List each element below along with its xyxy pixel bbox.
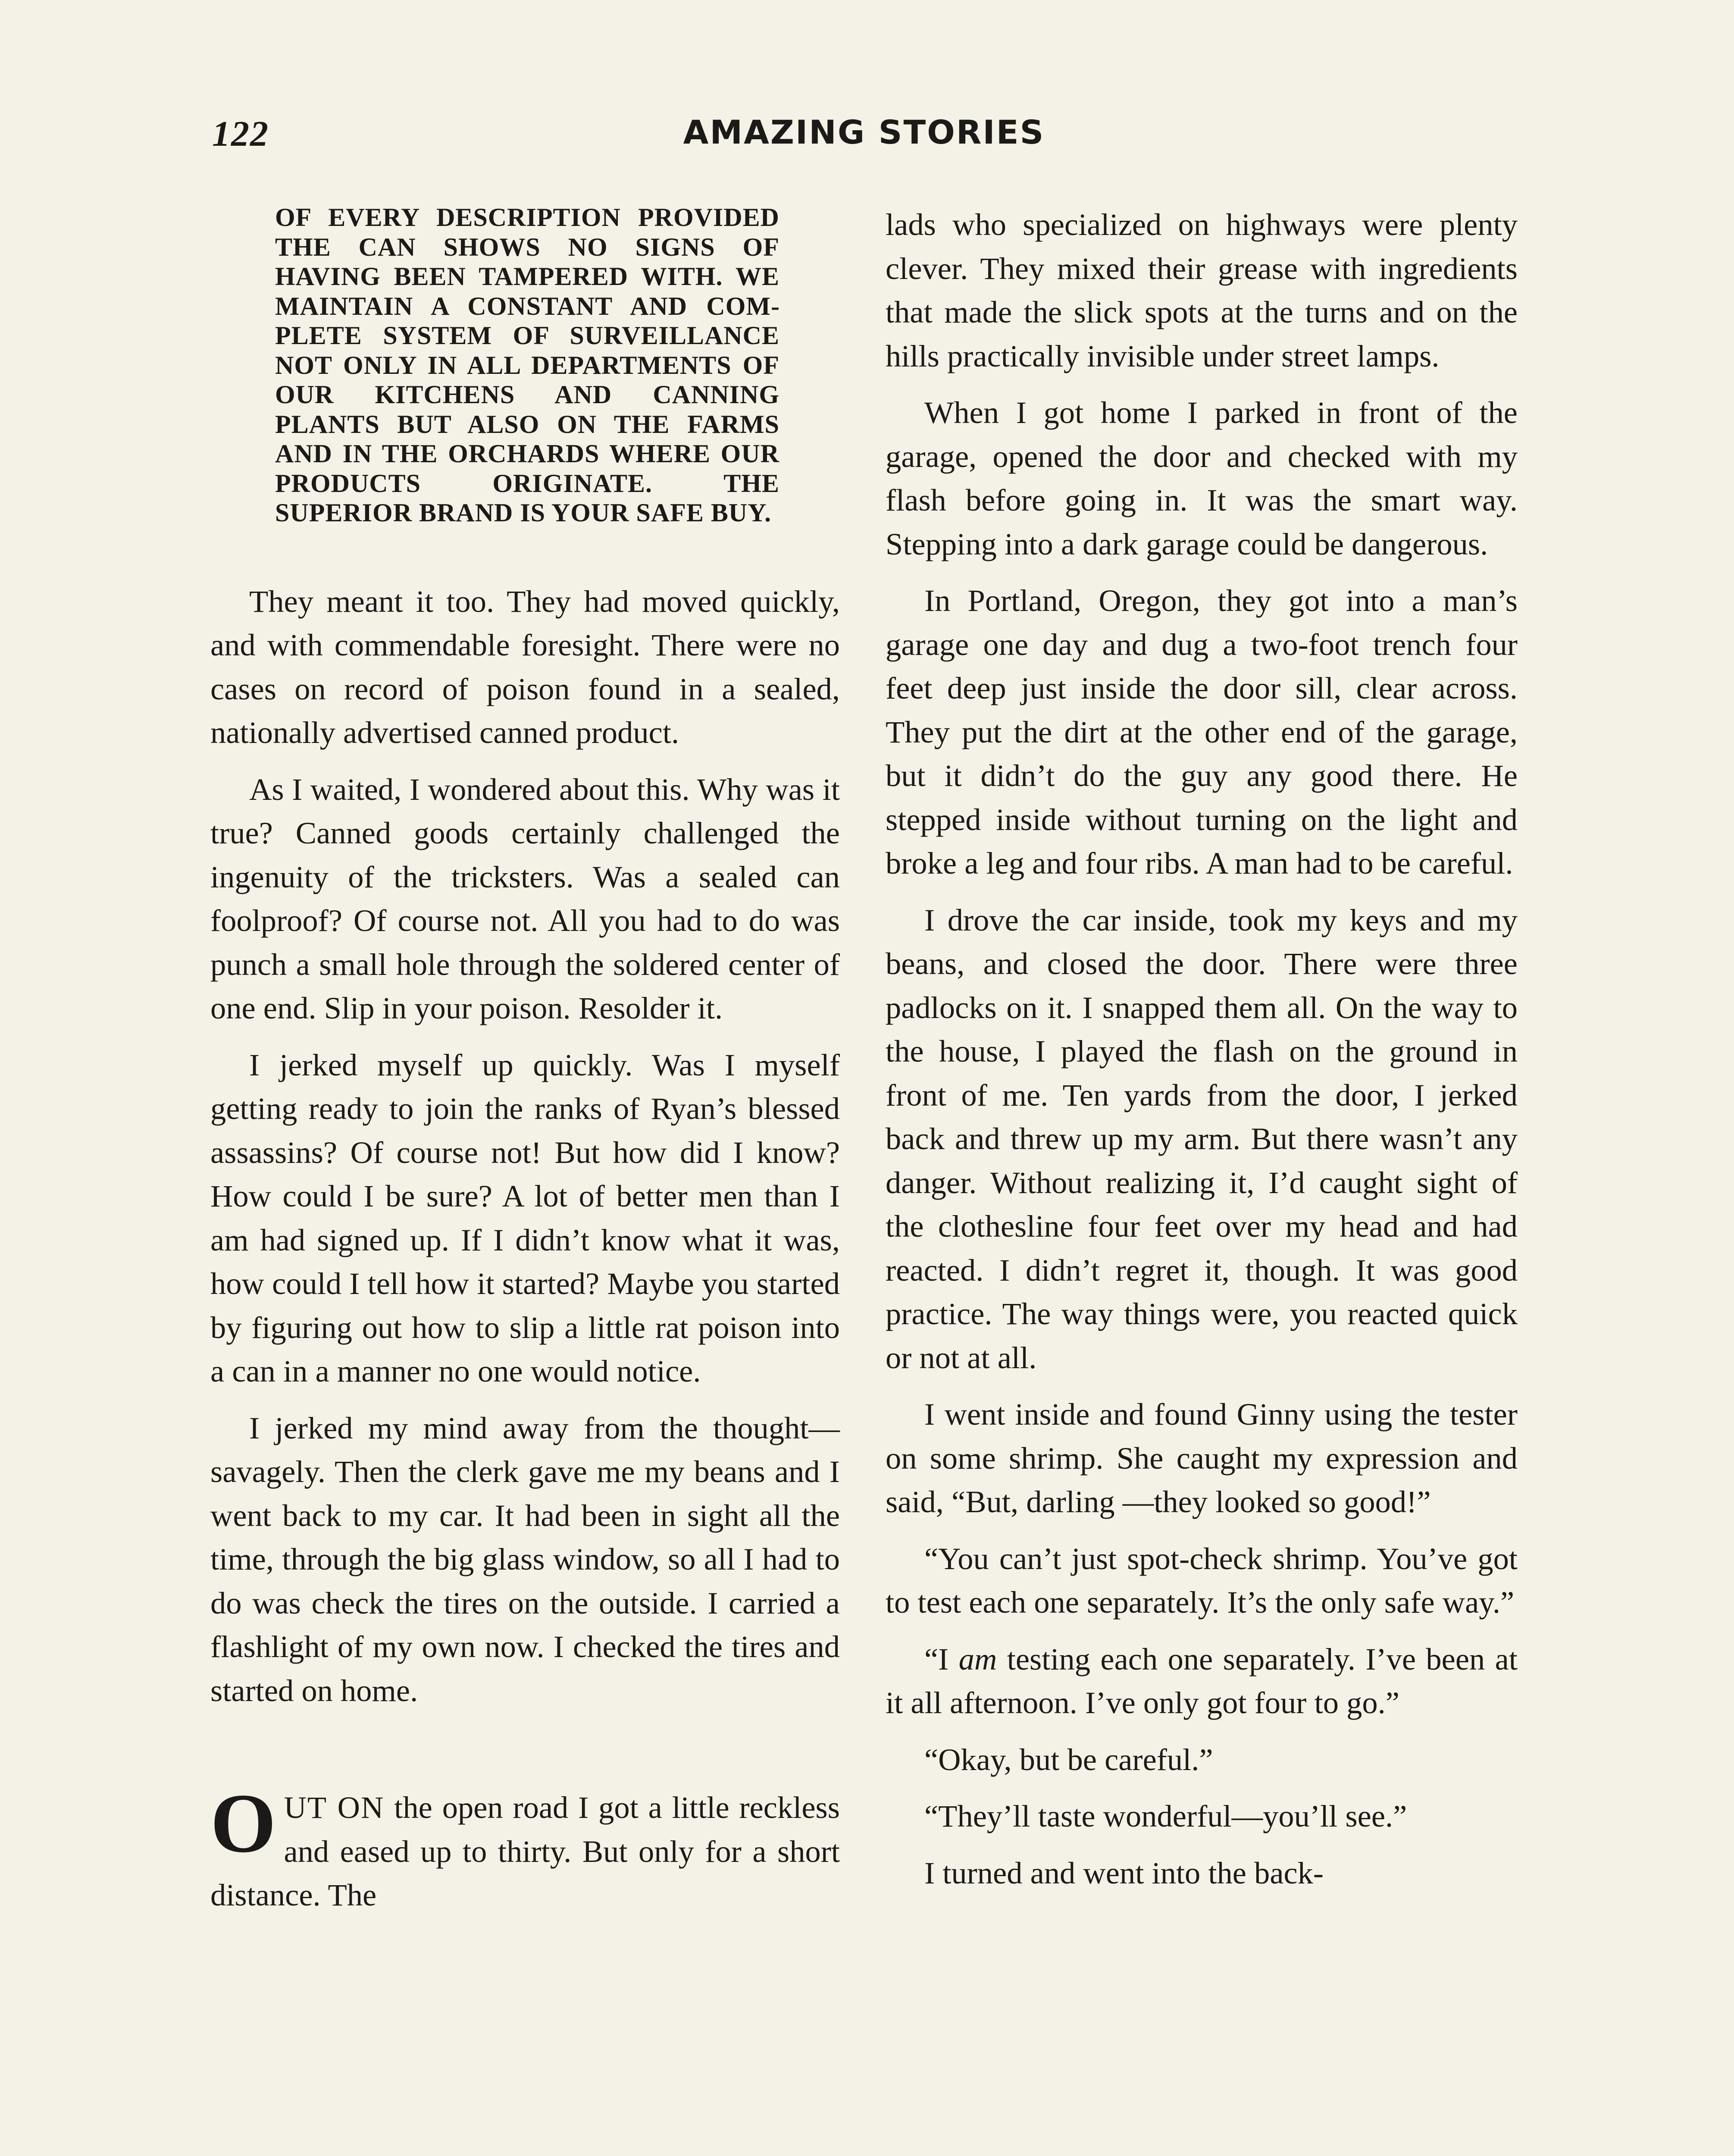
paragraph: As I waited, I wondered about this. Why was it true? Canned goods certainly challenged the ingenuity of the tricksters. Was a sealed can foolproof? Of course not. All you had to do was punch a small hole through the soldered center of one end. Slip in your poison. Resolder it. — [210, 771, 840, 1025]
section-opening-paragraph — [210, 1777, 840, 1917]
paragraph: “They’ll taste wonderful—you’ll see.” — [924, 1799, 1407, 1833]
smallcaps-lead: UT ON — [284, 1790, 385, 1825]
paragraph: When I got home I parked in front of the garage, opened the door and checked with my flash before going in. It was the smart way. Stepping into a dark garage could be dangerous. — [886, 395, 1518, 561]
spacer — [210, 528, 840, 580]
text: “I — [924, 1641, 959, 1677]
left-column — [210, 203, 840, 1930]
paragraph: I went inside and found Ginny using the tester on some shrimp. She caught my expression and said, “But, darling —they looked so good!” — [886, 1397, 1518, 1519]
paragraph: “You can’t just spot-check shrimp. You’ve got to test each one separately. It’s the only safe way.” — [886, 1541, 1518, 1620]
page-header — [212, 113, 1516, 165]
page-number: 122 — [212, 114, 269, 154]
section-text: the open road I got a little reckless and eased up to thirty. But only for a short distance. The — [210, 1790, 840, 1912]
paragraph: “Okay, but be careful.” — [924, 1742, 1213, 1777]
paragraph — [886, 1637, 1518, 1725]
drop-cap: O — [210, 1777, 276, 1870]
section-break — [210, 1725, 840, 1786]
paragraph: I drove the car inside, took my keys and my beans, and closed the door. There were three padlocks on it. I snapped them all. On the way to the house, I played the flash on the ground in front of me. Ten yards from the door, I jerked back and threw up my arm. But there wasn’t any danger. Without realizing it, I’d caught sight of the clothesline four feet over my head and had reacted. I didn’t regret it, though. It was good practice. The way things were, you reacted quick or not at all. — [886, 902, 1518, 1375]
emphasis: am — [958, 1641, 997, 1677]
superior-brand-notice: OF EVERY DESCRIPTION PROVIDED THE CAN SHOWS NO SIGNS OF HAVING BEEN TAMPERED WITH. WE MAINTAIN A CONSTANT AND COMPLETE SYSTEM OF SURVEILLANCE NOT ONLY IN ALL DEPARTMENTS OF OUR KITCHENS AND CANNING PLANTS BUT ALSO ON THE FARMS AND IN THE ORCHARDS WHERE OUR PRODUCTS ORIGINATE. THE SUPERIOR BRAND IS YOUR SAFE BUY. — [275, 203, 779, 527]
magazine-title: AMAZING STORIES — [683, 113, 1045, 151]
paragraph: In Portland, Oregon, they got into a man’s garage one day and dug a two-foot trench four feet deep just inside the door sill, clear across. They put the dirt at the other end of the garage, but it didn’t do the guy any good there. He stepped inside without turning on the light and broke a leg and four ribs. A man had to be careful. — [886, 583, 1518, 881]
text: testing each one separately. I’ve been at it all afternoon. I’ve only got four to go.” — [886, 1641, 1518, 1720]
paragraph: They meant it too. They had moved quickly, and with commendable foresight. There were no cases on record of poison found in a sealed, nationally advertised canned product. — [210, 583, 840, 750]
paragraph: I jerked myself up quickly. Was I myself getting ready to join the ranks of Ryan’s blessed assassins? Of course not! But how did I know? How could I be sure? A lot of better men than I am had signed up. If I didn’t know what it was, how could I tell how it started? Maybe you started by figuring out how to slip a little rat poison into a can in a manner no one would notice. — [210, 1047, 840, 1388]
paragraph: I jerked my mind away from the thought—savagely. Then the clerk gave me my beans and I went back to my car. It had been in sight all the time, through the big glass window, so all I had to do was check the tires on the outside. I carried a flashlight of my own now. I checked the tires and started on home. — [210, 1410, 840, 1708]
right-column — [886, 203, 1518, 1908]
paragraph: I turned and went into the back- — [924, 1855, 1324, 1890]
paragraph-continued: lads who specialized on highways were plenty clever. They mixed their grease with ingredients that made the slick spots at the turns and on the hills practically invisible under street lamps. — [886, 207, 1518, 373]
